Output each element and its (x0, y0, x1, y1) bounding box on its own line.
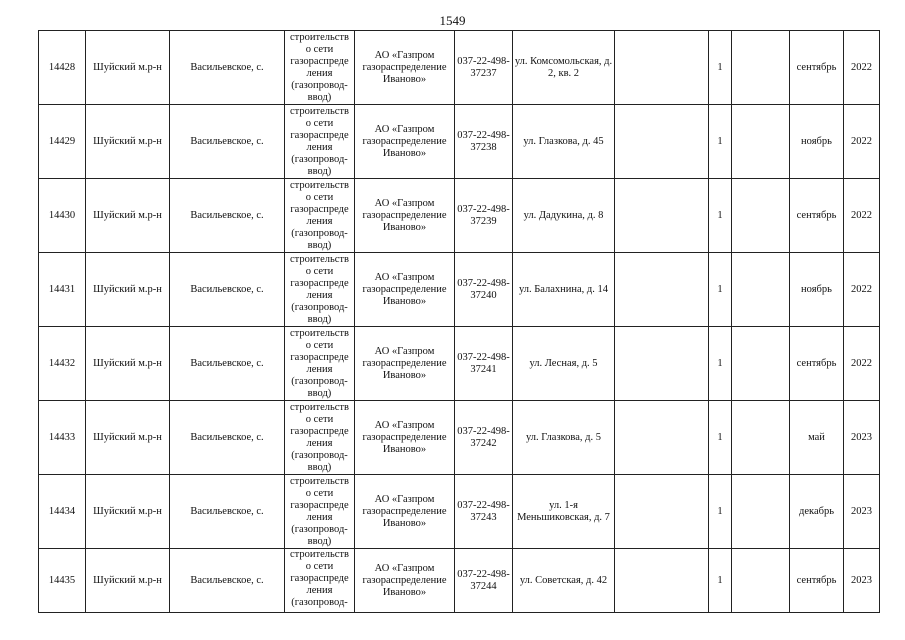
locality-cell: Васильевское, с. (170, 31, 285, 105)
empty-cell (732, 179, 790, 253)
row-number-cell: 14433 (39, 401, 86, 475)
month-cell: сентябрь (790, 327, 844, 401)
locality-cell: Васильевское, с. (170, 401, 285, 475)
empty-cell (732, 549, 790, 613)
locality-cell: Васильевское, с. (170, 105, 285, 179)
empty-cell (615, 401, 709, 475)
row-number-cell: 14435 (39, 549, 86, 613)
empty-cell (732, 253, 790, 327)
registry-code-cell: 037-22-498-37242 (455, 401, 513, 475)
empty-cell (615, 105, 709, 179)
year-cell: 2022 (844, 105, 880, 179)
registry-code-cell: 037-22-498-37237 (455, 31, 513, 105)
locality-cell: Васильевское, с. (170, 327, 285, 401)
year-cell: 2022 (844, 31, 880, 105)
locality-cell: Васильевское, с. (170, 549, 285, 613)
empty-cell (615, 31, 709, 105)
empty-cell (732, 327, 790, 401)
quantity-cell: 1 (709, 105, 732, 179)
table-row (39, 253, 880, 327)
registry-code-cell: 037-22-498-37239 (455, 179, 513, 253)
table-body (39, 31, 880, 613)
quantity-cell: 1 (709, 31, 732, 105)
district-cell: Шуйский м.р-н (86, 253, 170, 327)
empty-cell (615, 549, 709, 613)
table-row (39, 105, 880, 179)
empty-cell (615, 327, 709, 401)
month-cell: май (790, 401, 844, 475)
empty-cell (615, 179, 709, 253)
locality-cell: Васильевское, с. (170, 179, 285, 253)
locality-cell: Васильевское, с. (170, 253, 285, 327)
month-cell: ноябрь (790, 105, 844, 179)
address-cell: ул. Комсомольская, д. 2, кв. 2 (513, 31, 615, 105)
registry-code-cell: 037-22-498-37244 (455, 549, 513, 613)
table-row (39, 549, 880, 613)
district-cell: Шуйский м.р-н (86, 105, 170, 179)
district-cell: Шуйский м.р-н (86, 475, 170, 549)
address-cell: ул. Лесная, д. 5 (513, 327, 615, 401)
year-cell: 2023 (844, 549, 880, 613)
district-cell: Шуйский м.р-н (86, 401, 170, 475)
locality-cell: Васильевское, с. (170, 475, 285, 549)
quantity-cell: 1 (709, 179, 732, 253)
table-row (39, 475, 880, 549)
work-type-cell: строительств о сети газораспреде ления (газопровод- ввод) (285, 253, 355, 327)
year-cell: 2023 (844, 401, 880, 475)
registry-code-cell: 037-22-498-37241 (455, 327, 513, 401)
year-cell: 2022 (844, 327, 880, 401)
address-cell: ул. Балахнина, д. 14 (513, 253, 615, 327)
table-row (39, 327, 880, 401)
empty-cell (615, 253, 709, 327)
address-cell: ул. Дадукина, д. 8 (513, 179, 615, 253)
month-cell: сентябрь (790, 549, 844, 613)
registry-code-cell: 037-22-498-37238 (455, 105, 513, 179)
organization-cell: АО «Газпром газораспределение Иваново» (355, 475, 455, 549)
organization-cell: АО «Газпром газораспределение Иваново» (355, 549, 455, 613)
district-cell: Шуйский м.р-н (86, 549, 170, 613)
year-cell: 2022 (844, 253, 880, 327)
organization-cell: АО «Газпром газораспределение Иваново» (355, 179, 455, 253)
empty-cell (732, 475, 790, 549)
district-cell: Шуйский м.р-н (86, 31, 170, 105)
row-number-cell: 14431 (39, 253, 86, 327)
quantity-cell: 1 (709, 401, 732, 475)
address-cell: ул. Глазкова, д. 5 (513, 401, 615, 475)
month-cell: сентябрь (790, 31, 844, 105)
registry-code-cell: 037-22-498-37240 (455, 253, 513, 327)
month-cell: декабрь (790, 475, 844, 549)
quantity-cell: 1 (709, 327, 732, 401)
address-cell: ул. Глазкова, д. 45 (513, 105, 615, 179)
row-number-cell: 14432 (39, 327, 86, 401)
month-cell: сентябрь (790, 179, 844, 253)
row-number-cell: 14430 (39, 179, 86, 253)
row-number-cell: 14428 (39, 31, 86, 105)
work-type-cell: строительств о сети газораспреде ления (газопровод- ввод) (285, 327, 355, 401)
registry-code-cell: 037-22-498-37243 (455, 475, 513, 549)
table-row (39, 179, 880, 253)
table-row (39, 31, 880, 105)
registry-table (38, 30, 880, 613)
organization-cell: АО «Газпром газораспределение Иваново» (355, 401, 455, 475)
empty-cell (732, 31, 790, 105)
empty-cell (615, 475, 709, 549)
organization-cell: АО «Газпром газораспределение Иваново» (355, 327, 455, 401)
work-type-cell: строительств о сети газораспреде ления (газопровод- ввод) (285, 475, 355, 549)
district-cell: Шуйский м.р-н (86, 179, 170, 253)
quantity-cell: 1 (709, 253, 732, 327)
year-cell: 2022 (844, 179, 880, 253)
empty-cell (732, 105, 790, 179)
work-type-cell: строительств о сети газораспреде ления (газопровод- ввод) (285, 401, 355, 475)
organization-cell: АО «Газпром газораспределение Иваново» (355, 31, 455, 105)
organization-cell: АО «Газпром газораспределение Иваново» (355, 105, 455, 179)
address-cell: ул. 1-я Меньшиковская, д. 7 (513, 475, 615, 549)
row-number-cell: 14434 (39, 475, 86, 549)
table-row (39, 401, 880, 475)
month-cell: ноябрь (790, 253, 844, 327)
quantity-cell: 1 (709, 475, 732, 549)
work-type-cell: строительств о сети газораспреде ления (газопровод- ввод) (285, 179, 355, 253)
organization-cell: АО «Газпром газораспределение Иваново» (355, 253, 455, 327)
page-number: 1549 (439, 13, 466, 28)
year-cell: 2023 (844, 475, 880, 549)
address-cell: ул. Советская, д. 42 (513, 549, 615, 613)
quantity-cell: 1 (709, 549, 732, 613)
empty-cell (732, 401, 790, 475)
work-type-cell: строительств о сети газораспреде ления (газопровод- ввод) (285, 105, 355, 179)
row-number-cell: 14429 (39, 105, 86, 179)
work-type-cell: строительств о сети газораспреде ления (газопровод- (285, 549, 355, 613)
district-cell: Шуйский м.р-н (86, 327, 170, 401)
work-type-cell: строительств о сети газораспреде ления (газопровод- ввод) (285, 31, 355, 105)
